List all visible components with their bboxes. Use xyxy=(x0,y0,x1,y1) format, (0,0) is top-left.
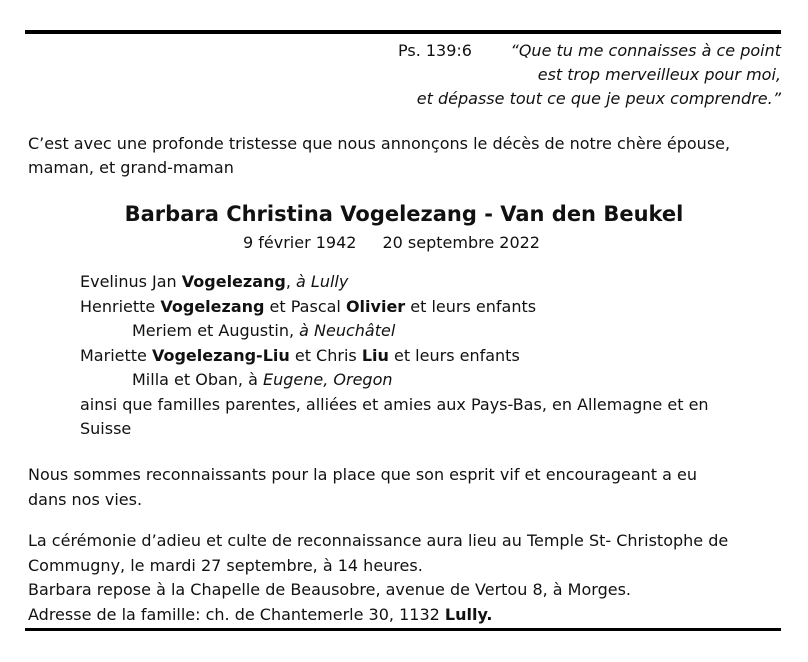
ceremony-line: Commugny, le mardi 27 septembre, à 14 heures. xyxy=(28,555,423,575)
family-member-line xyxy=(80,344,780,369)
life-dates xyxy=(243,231,540,255)
family-text: Henriette xyxy=(80,296,161,316)
intro-line: maman, et grand-maman xyxy=(28,158,234,177)
psalm-quote xyxy=(417,39,781,111)
family-member-line xyxy=(80,270,780,295)
ceremony-line: Barbara repose à la Chapelle de Beausobre, avenue de Vertou 8, à Morges. xyxy=(28,580,631,599)
family-text: Mariette xyxy=(80,345,152,365)
psalm-line: est trop merveilleux pour moi, xyxy=(537,65,781,84)
intro-paragraph xyxy=(28,132,778,180)
family-surname: Vogelezang xyxy=(181,272,286,291)
family-text: et leurs enfants xyxy=(388,345,520,365)
family-children-line xyxy=(80,319,780,344)
family-surname: Vogelezang xyxy=(160,296,265,316)
gratitude-line: Nous sommes reconnaissants pour la place que son esprit vif et encourageant a eu xyxy=(28,465,698,484)
family-text: , xyxy=(285,272,297,291)
family-children-line xyxy=(80,368,780,393)
deceased-name: Barbara Christina Vogelezang - Van den Beukel xyxy=(124,202,684,226)
family-member-line xyxy=(80,295,780,320)
address-text: Adresse de la famille: ch. de Chantemerle 30, 1132 xyxy=(28,604,445,624)
psalm-line: “Que tu me connaisses à ce point xyxy=(510,41,781,60)
family-text: Milla et Oban, à xyxy=(132,370,263,389)
extended-family-line: Suisse xyxy=(80,419,132,438)
bottom-rule xyxy=(25,628,781,631)
family-surname: Vogelezang-Liu xyxy=(151,345,290,365)
birth-date: 9 février 1942 xyxy=(243,233,357,252)
intro-line: C’est avec une profonde tristesse que nous annonçons le décès de notre chère épouse, xyxy=(28,134,731,153)
family-location: à Neuchâtel xyxy=(299,321,396,340)
family-text: Meriem et Augustin, xyxy=(132,321,300,340)
family-surname: Olivier xyxy=(345,296,406,316)
family-surname: Liu xyxy=(361,345,389,365)
psalm-line: et dépasse tout ce que je peux comprendre.” xyxy=(416,89,781,108)
top-rule xyxy=(25,30,781,34)
family-text: et leurs enfants xyxy=(405,296,537,316)
psalm-reference: Ps. 139:6 xyxy=(398,41,472,60)
death-date: 20 septembre 2022 xyxy=(382,233,540,252)
family-text: et Pascal xyxy=(264,296,346,316)
extended-family-line: ainsi que familles parentes, alliées et amies aux Pays-Bas, en Allemagne et en xyxy=(80,394,709,414)
ceremony-paragraph xyxy=(28,529,788,627)
family-location: à Lully xyxy=(296,272,349,291)
family-list xyxy=(80,270,780,442)
ceremony-line: La cérémonie d’adieu et culte de reconnaissance aura lieu au Temple St- Christophe de xyxy=(28,531,729,550)
family-text: Evelinus Jan xyxy=(80,272,182,291)
gratitude-paragraph xyxy=(28,463,788,512)
family-address-line xyxy=(28,603,788,628)
family-text: et Chris xyxy=(289,345,362,365)
address-town: Lully. xyxy=(444,604,493,624)
gratitude-line: dans nos vies. xyxy=(28,489,143,509)
family-location: Eugene, Oregon xyxy=(263,370,393,389)
